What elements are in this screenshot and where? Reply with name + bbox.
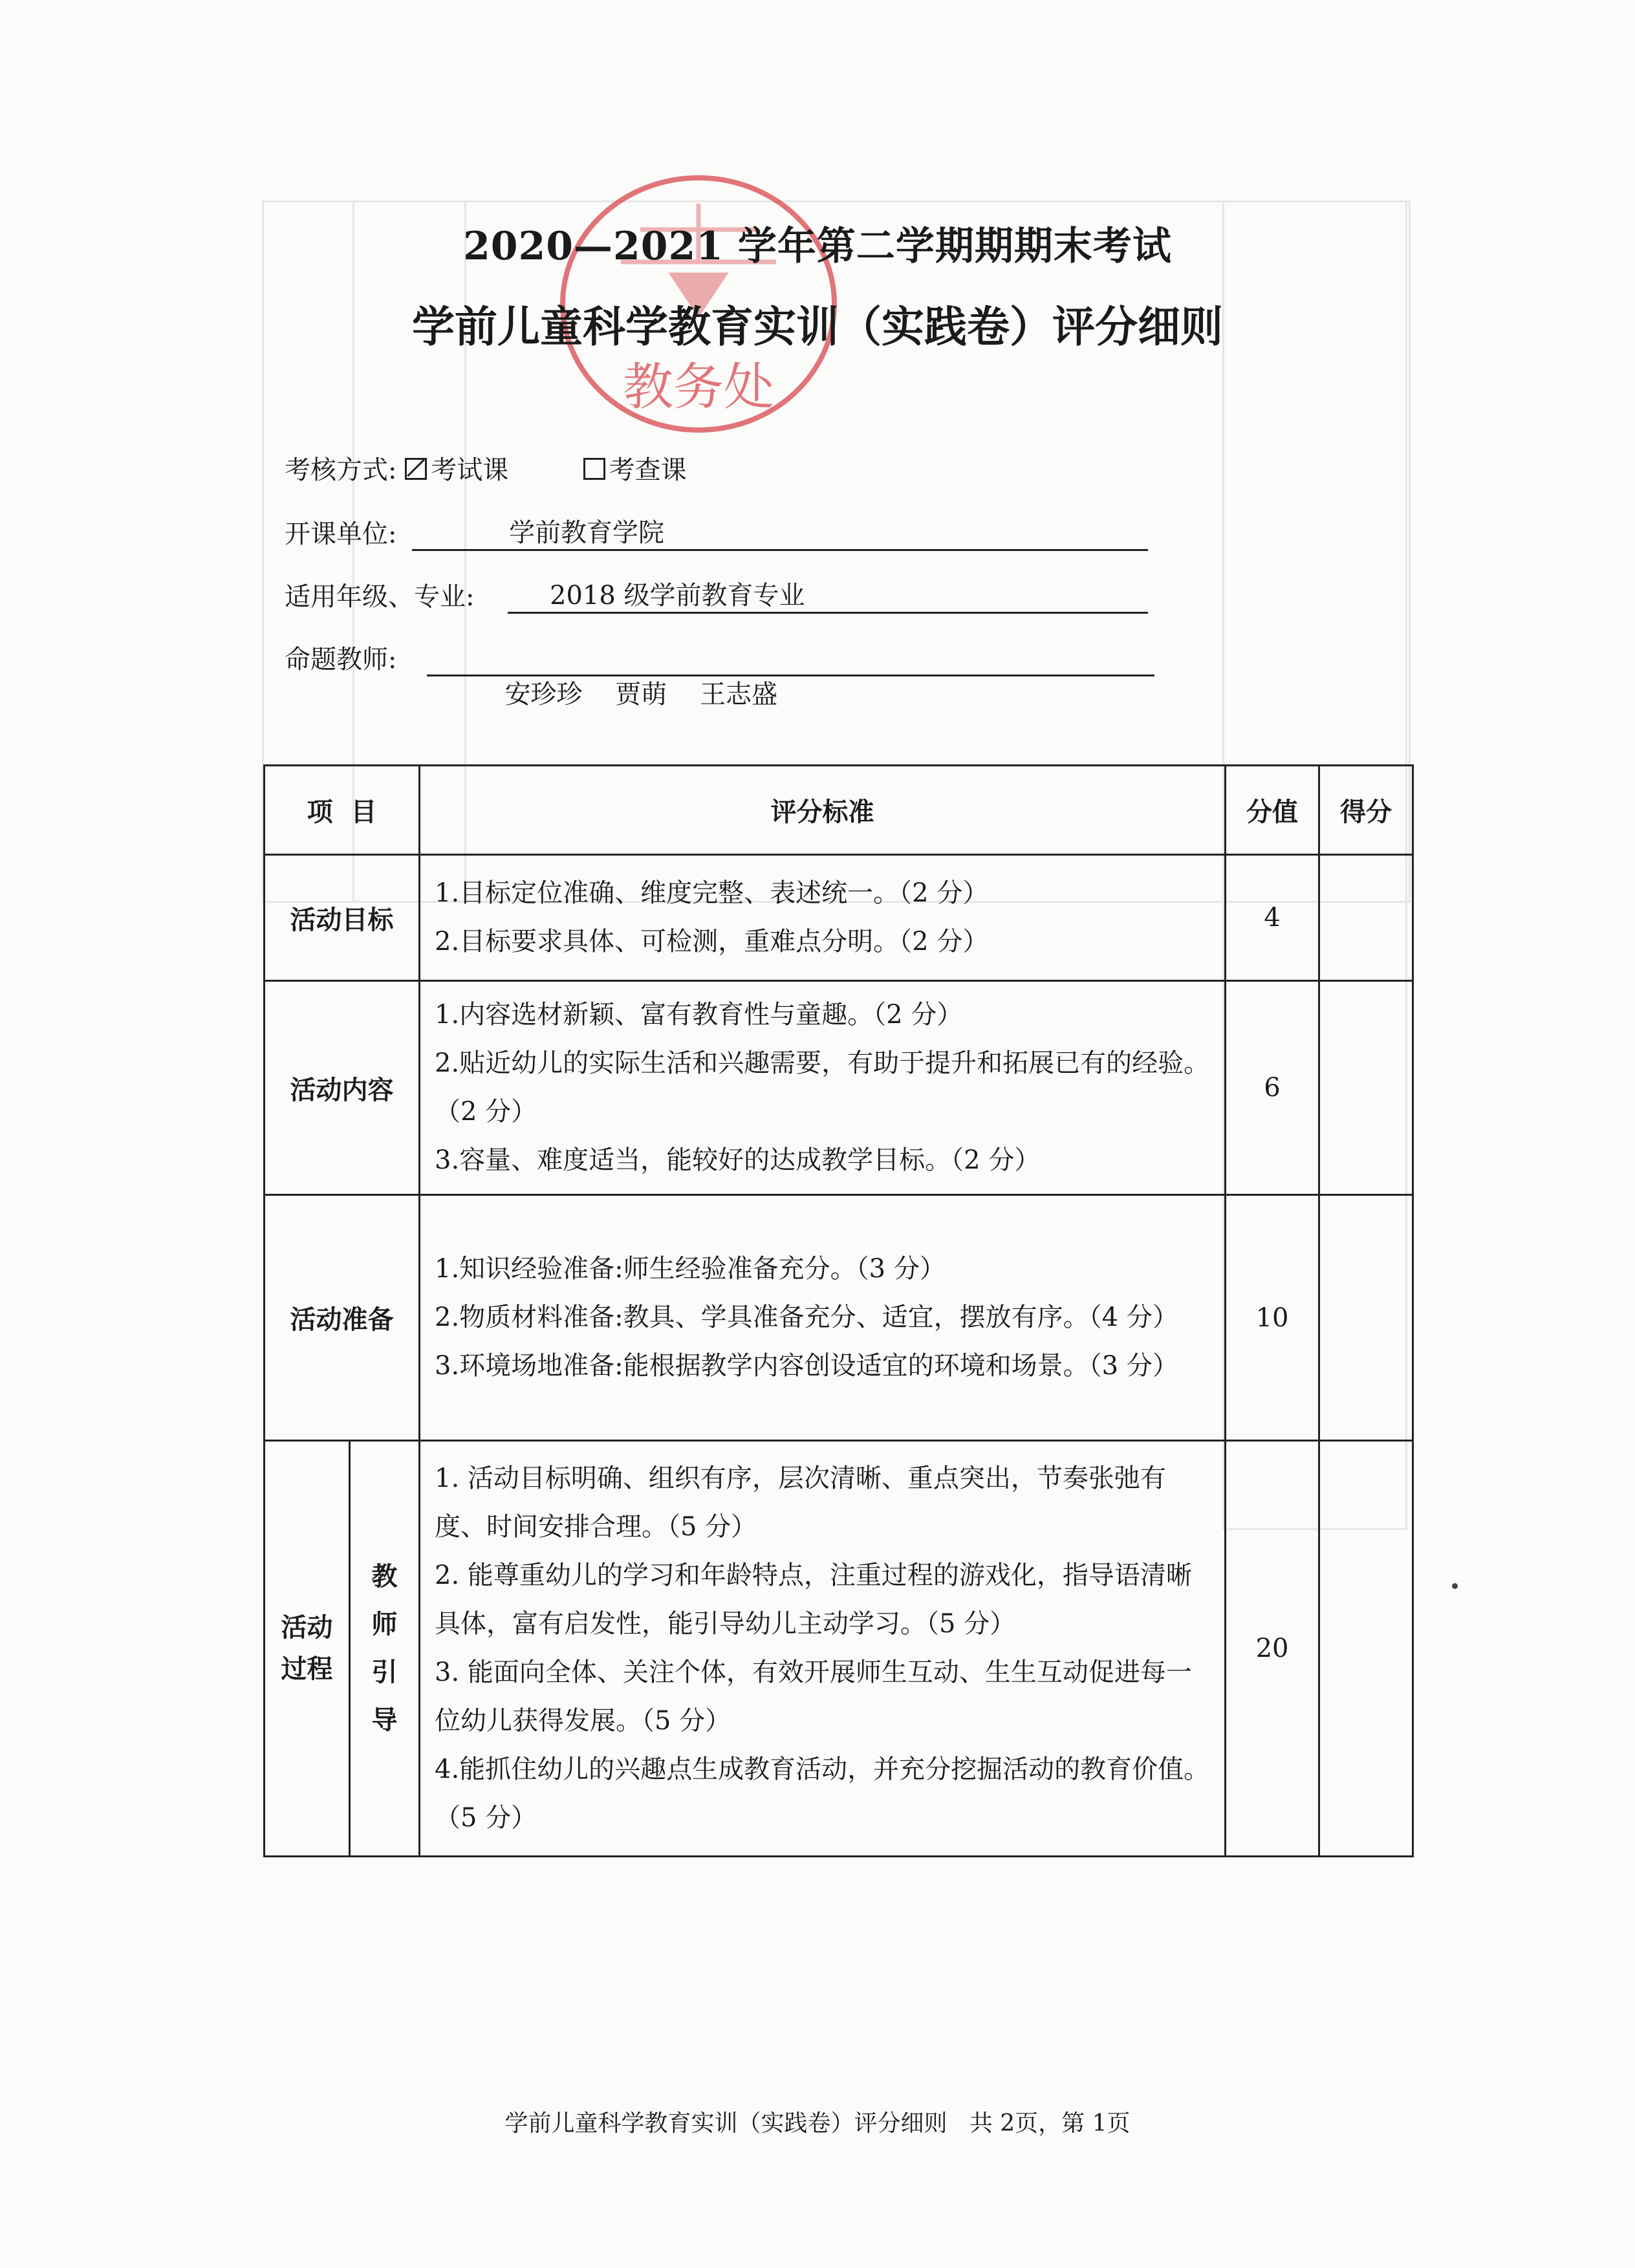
criterion: 2. 能尊重幼儿的学习和年龄特点，注重过程的游戏化，指导语清晰具体，富有启发性，能引导幼儿主动学习。（5 分） (435, 1561, 1192, 1639)
scan-speck (1452, 1583, 1458, 1589)
check-course-checkbox[interactable] (583, 458, 605, 480)
criterion: 1.目标定位准确、维度完整、表述统一。（2 分） (435, 878, 989, 908)
row-subcategory (350, 1441, 420, 1857)
header-criteria: 评分标准 (420, 766, 1226, 855)
criterion: 2.贴近幼儿的实际生活和兴趣需要，有助于提升和拓展已有的经验。（2 分） (435, 1048, 1210, 1127)
row-earned-input[interactable] (1319, 981, 1413, 1195)
header-score: 分值 (1226, 766, 1319, 855)
row-subcategory-text: 教 师 引 导 (371, 1561, 398, 1735)
criterion: 1. 活动目标明确、组织有序，层次清晰、重点突出，节奏张弛有度、时间安排合理。（5 分） (435, 1463, 1166, 1542)
row-category: 活动目标 (265, 855, 420, 981)
grade-value (508, 578, 1148, 614)
exam-term-title: 2020—2021 学年第二学期期期末考试 (463, 224, 1172, 269)
grade-label: 适用年级、专业: (285, 582, 475, 612)
row-criteria (420, 1195, 1226, 1441)
row-category-text: 活动过程 (281, 1612, 333, 1684)
exam-course-checkbox[interactable] (405, 458, 427, 480)
row-earned-input[interactable] (1319, 1195, 1413, 1441)
unit-value (412, 515, 1148, 551)
unit-value-text: 学前教育学院 (509, 518, 664, 548)
criterion: 1.知识经验准备:师生经验准备充分。（3 分） (435, 1254, 946, 1284)
teacher-value (427, 640, 1154, 709)
teacher-label: 命题教师: (285, 645, 397, 675)
table-header-row (265, 766, 1413, 855)
assessment-label: 考核方式: (285, 455, 397, 485)
table-row (265, 1441, 1413, 1857)
criterion: 3.环境场地准备:能根据教学内容创设适宜的环境和场景。（3 分） (435, 1351, 1178, 1381)
row-category: 活动内容 (265, 981, 420, 1195)
assessment-method-row (285, 451, 687, 490)
row-criteria (420, 855, 1226, 981)
offering-unit-row (285, 515, 396, 554)
criterion: 3.容量、难度适当，能较好的达成教学目标。（2 分） (435, 1145, 1041, 1175)
teacher-value-text: 安珍珍 贾萌 王志盛 (504, 680, 778, 709)
teacher-row (285, 640, 396, 679)
row-category (265, 1441, 350, 1857)
criterion: 4.能抓住幼儿的兴趣点生成教育活动，并充分挖掘活动的教育价值。（5 分） (435, 1755, 1210, 1833)
header-item: 项 目 (265, 766, 420, 855)
table-row (265, 981, 1413, 1195)
row-score: 6 (1226, 981, 1319, 1195)
seal-text: 教务处 (622, 358, 775, 416)
check-course-label: 考查课 (609, 455, 687, 485)
table-row (265, 855, 1413, 981)
table-row (265, 1195, 1413, 1441)
row-score: 4 (1226, 855, 1319, 981)
row-earned-input[interactable] (1319, 855, 1413, 981)
criterion: 2.目标要求具体、可检测，重难点分明。（2 分） (435, 927, 989, 956)
row-score: 10 (1226, 1195, 1319, 1441)
grade-major-row (285, 578, 474, 616)
row-criteria (420, 1441, 1226, 1857)
criterion: 2.物质材料准备:教具、学具准备充分、适宜，摆放有序。（4 分） (435, 1302, 1178, 1332)
unit-label: 开课单位: (285, 519, 397, 549)
row-earned-input[interactable] (1319, 1441, 1413, 1857)
page-footer: 学前儿童科学教育实训（实践卷）评分细则 共 2页，第 1页 (504, 2110, 1131, 2137)
criterion: 1.内容选材新颖、富有教育性与童趣。（2 分） (435, 1000, 963, 1030)
row-category: 活动准备 (265, 1195, 420, 1441)
row-criteria (420, 981, 1226, 1195)
document-title: 学前儿童科学教育实训（实践卷）评分细则 (412, 301, 1223, 352)
header-earned: 得分 (1319, 766, 1413, 855)
exam-course-label: 考试课 (431, 455, 509, 485)
scoring-table (263, 764, 1414, 1857)
row-score: 20 (1226, 1441, 1319, 1857)
grade-value-text: 2018 级学前教育专业 (550, 581, 805, 610)
criterion: 3. 能面向全体、关注个体，有效开展师生互动、生生互动促进每一位幼儿获得发展。（5 分） (435, 1658, 1192, 1736)
